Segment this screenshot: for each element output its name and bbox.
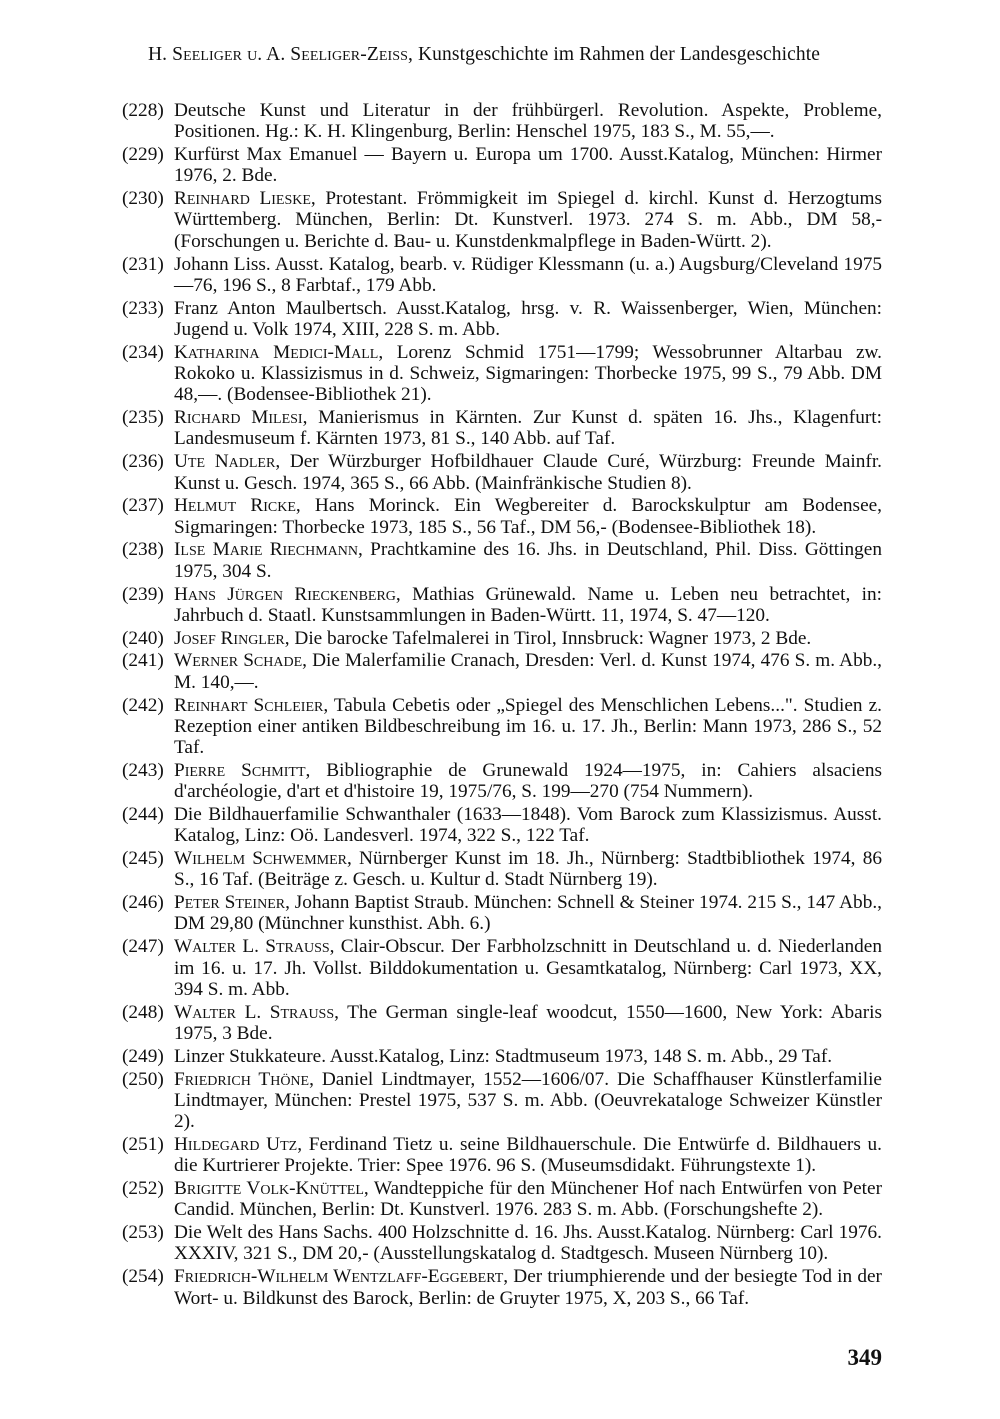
entry-body: , Protestant. Frömmigkeit im Spiegel d. kirchl. Kunst d. Herzogtums Württemberg. München, Berlin: Dt. Kunstverl. 1973. 274 S. m. Abb., DM 58,- (Forschungen u. Berichte d. Bau- u. Kunstdenkmalpflege in Baden-Württ. 2). (174, 188, 882, 252)
bibliography-entry (122, 804, 882, 847)
bibliography-entry (122, 1178, 882, 1221)
entry-body: , Lorenz Schmid 1751—1799; Wessobrunner Altarbau zw. Rokoko u. Klassizismus in d. Schweiz, Sigmaringen: Thorbecke 1975, 99 S., 79 Abb. DM 48,—. (Bodensee-Bibliothek 21). (174, 341, 883, 406)
entry-number: (239) (122, 583, 164, 605)
entry-number: (251) (122, 1133, 164, 1155)
entry-text (174, 495, 882, 538)
entry-text (174, 539, 882, 582)
entry-text (174, 254, 882, 297)
bibliography-entry (122, 695, 882, 759)
entry-text (174, 188, 882, 252)
entry-number: (229) (122, 144, 164, 166)
entry-text (174, 1266, 882, 1309)
entry-author: Wilhelm Schwemmer (174, 848, 348, 870)
entry-number: (236) (122, 451, 164, 473)
entry-text (174, 804, 882, 847)
entry-author: Pierre Schmitt (174, 759, 306, 781)
entry-author: Walter L. Strauss (174, 1001, 335, 1023)
bibliography-entry (122, 451, 882, 494)
entry-body: , Ferdinand Tietz u. seine Bildhauerschule. Die Entwürfe d. Bildhauers u. die Kurtrierer Projekte. Trier: Spee 1976. 96 S. (Museumsdidakt. Führungstexte 1). (174, 1133, 882, 1177)
bibliography-entry (122, 628, 882, 649)
entry-number: (235) (122, 407, 164, 429)
entry-body: , Tabula Cebetis oder „Spiegel des Menschlichen Lebens...". Studien z. Rezeption einer antiken Bildbeschreibung im 16. u. 17. Jh., Berlin: Mann 1973, 286 S., 52 Taf. (174, 694, 882, 759)
entry-author: Reinhard Lieske (174, 188, 311, 210)
entry-author: Hans Jürgen Rieckenberg (174, 583, 396, 605)
bibliography-entry (122, 760, 882, 803)
bibliography-entry (122, 539, 882, 582)
entry-body: Kurfürst Max Emanuel — Bayern u. Europa um 1700. Ausst.Katalog, München: Hirmer 1976, 2. Bde. (174, 144, 882, 187)
bibliography-entry (122, 650, 882, 693)
bibliography-entry (122, 1069, 882, 1133)
entry-body: , Clair-Obscur. Der Farbholzschnitt in Deutschland u. d. Niederlanden im 16. u. 17. Jh. Vollst. Bilddokumentation u. Gesamtkatalog, Nürnberg: Carl 1973, XX, 394 S. m. Abb. (174, 936, 883, 1000)
entry-number: (237) (122, 495, 164, 517)
entry-text (174, 342, 882, 406)
entry-text (174, 650, 882, 693)
entry-author: Werner Schade (174, 650, 303, 672)
entry-author: Walter L. Strauss (174, 936, 330, 958)
entry-text (174, 1134, 882, 1177)
entry-number: (231) (122, 253, 164, 275)
bibliography-entry (122, 1002, 882, 1045)
bibliography-entry (122, 584, 882, 627)
entry-number: (254) (122, 1266, 164, 1288)
entry-body: Linzer Stukkateure. Ausst.Katalog, Linz: Stadtmuseum 1973, 148 S. m. Abb., 29 Taf. (174, 1045, 833, 1067)
entry-number: (242) (122, 694, 164, 716)
bibliography-entry (122, 1266, 882, 1309)
entry-body: , Der triumphierende und der besiegte Tod in der Wort- u. Bildkunst des Barock, Berlin: de Gruyter 1975, X, 203 S., 66 Taf. (174, 1266, 882, 1309)
entry-text (174, 628, 882, 649)
entry-text (174, 1222, 882, 1265)
bibliography-entry (122, 1222, 882, 1265)
entry-body: , Wandteppiche für den Münchener Hof nach Entwürfen von Peter Candid. München, Berlin: Dt. Kunstverl. 1976. 283 S. m. Abb. (Forschungshefte 2). (174, 1178, 882, 1221)
entry-author: Reinhart Schleier (174, 694, 324, 716)
entry-number: (244) (122, 804, 164, 825)
entry-text (174, 760, 882, 803)
entry-body: , Bibliographie de Grunewald 1924—1975, in: Cahiers alsaciens d'archéologie, d'art et d'histoire 19, 1975/76, S. 199—270 (754 Nummern). (174, 759, 882, 803)
entry-number: (241) (122, 650, 164, 672)
entry-body: , Die barocke Tafelmalerei in Tirol, Innsbruck: Wagner 1973, 2 Bde. (284, 627, 812, 649)
bibliography-entry (122, 848, 882, 891)
bibliography-entry (122, 892, 882, 935)
entry-author: Richard Milesi (174, 407, 303, 429)
header-separator: , (408, 44, 418, 65)
entry-number: (247) (122, 936, 164, 958)
entry-author: Friedrich Thöne (174, 1068, 310, 1090)
running-header (148, 44, 868, 66)
entry-number: (252) (122, 1178, 164, 1200)
entry-number: (228) (122, 100, 164, 121)
page-number: 349 (847, 1345, 882, 1370)
entry-body: Deutsche Kunst und Literatur in der frühbürgerl. Revolution. Aspekte, Probleme, Positionen. Hg.: K. H. Klingenburg, Berlin: Henschel 1975, 183 S., M. 55,—. (174, 100, 882, 143)
header-title: Kunstgeschichte im Rahmen der Landesgeschichte (418, 44, 821, 65)
entry-body: , Hans Morinck. Ein Wegbereiter d. Barockskulptur am Bodensee, Sigmaringen: Thorbecke 1973, 185 S., 56 Taf., DM 56,- (Bodensee-Bibliothek 18). (174, 495, 883, 538)
entry-number: (230) (122, 188, 164, 210)
entry-text (174, 936, 882, 1000)
entry-body: , Johann Baptist Straub. München: Schnell & Steiner 1974. 215 S., 147 Abb., DM 29,80 (Münchner kunsthist. Abh. 6.) (174, 892, 882, 935)
entry-author: Friedrich-Wilhelm Wentzlaff-Eggebert (174, 1266, 504, 1288)
entry-text (174, 407, 882, 450)
entry-author: Ilse Marie Riechmann (174, 539, 358, 561)
entry-body: , Manierismus in Kärnten. Zur Kunst d. späten 16. Jhs., Klagenfurt: Landesmuseum f. Kärnten 1973, 81 S., 140 Abb. auf Taf. (174, 407, 882, 450)
entry-author: Peter Steiner (174, 892, 286, 914)
bibliography-entry (122, 1134, 882, 1177)
entry-text (174, 144, 882, 187)
entry-number: (234) (122, 341, 164, 363)
entry-author: Josef Ringler (174, 627, 285, 649)
entry-body: , Prachtkamine des 16. Jhs. in Deutschland, Phil. Diss. Göttingen 1975, 304 S. (174, 539, 882, 582)
entry-author: Ute Nadler (174, 451, 276, 473)
entry-body: , Daniel Lindtmayer, 1552—1606/07. Die Schaffhauser Künstlerfamilie Lindtmayer, München: Prestel 1975, 537 S. m. Abb. (Oeuvrekataloge Schweizer Künstler 2). (174, 1068, 882, 1133)
entry-author: Brigitte Volk-Knüttel (174, 1178, 364, 1200)
entry-text (174, 584, 882, 627)
entry-author: Helmut Ricke (174, 495, 296, 517)
entry-author: Hildegard Utz (174, 1133, 298, 1155)
bibliography-entry (122, 342, 882, 406)
entry-number: (248) (122, 1001, 164, 1023)
entry-text (174, 1002, 882, 1045)
entry-number: (243) (122, 759, 164, 781)
entry-body: Franz Anton Maulbertsch. Ausst.Katalog, hrsg. v. R. Waissenberger, Wien, München: Jugend u. Volk 1974, XIII, 228 S. m. Abb. (174, 297, 882, 340)
entry-text (174, 848, 882, 891)
entry-body: , The German single-leaf woodcut, 1550—1600, New York: Abaris 1975, 3 Bde. (174, 1001, 882, 1044)
entry-number: (246) (122, 892, 164, 914)
entry-text (174, 695, 882, 759)
bibliography-entry (122, 100, 882, 143)
bibliography-entry (122, 298, 882, 341)
entry-text (174, 100, 882, 143)
bibliography-entry (122, 495, 882, 538)
entry-number: (250) (122, 1068, 164, 1090)
header-authors: H. Seeliger u. A. Seeliger-Zeiss (148, 44, 409, 65)
entry-number: (253) (122, 1222, 164, 1244)
bibliography-entry (122, 188, 882, 252)
entry-text (174, 451, 882, 494)
entry-body: Johann Liss. Ausst. Katalog, bearb. v. Rüdiger Klessmann (u. a.) Augsburg/Cleveland 1975—76, 196 S., 8 Farbtaf., 179 Abb. (174, 253, 882, 296)
bibliography-entry (122, 254, 882, 297)
entry-body: , Mathias Grünewald. Name u. Leben neu betrachtet, in: Jahrbuch d. Staatl. Kunstsammlungen in Baden-Württ. 11, 1974, S. 47—120. (174, 583, 882, 626)
entry-number: (240) (122, 627, 164, 649)
bibliography-entry (122, 936, 882, 1000)
entry-body: , Nürnberger Kunst im 18. Jh., Nürnberg: Stadtbibliothek 1974, 86 S., 16 Taf. (Beiträge z. Gesch. u. Kultur d. Stadt Nürnberg 19). (174, 848, 882, 891)
bibliography-entry (122, 144, 882, 187)
entry-number: (238) (122, 539, 164, 561)
entry-number: (233) (122, 297, 164, 319)
entry-body: , Die Malerfamilie Cranach, Dresden: Verl. d. Kunst 1974, 476 S. m. Abb., M. 140,—. (174, 650, 883, 693)
entry-body: Die Welt des Hans Sachs. 400 Holzschnitte d. 16. Jhs. Ausst.Katalog. Nürnberg: Carl 1976. XXXIV, 321 S., DM 20,- (Ausstellungskatalog d. Stadtgesch. Museen Nürnberg 10). (174, 1222, 882, 1265)
entry-text (174, 892, 882, 935)
entry-text (174, 298, 882, 341)
entry-text (174, 1046, 882, 1067)
bibliography-entry (122, 1046, 882, 1067)
entry-text (174, 1178, 882, 1221)
entry-body: , Der Würzburger Hofbildhauer Claude Curé, Würzburg: Freunde Mainfr. Kunst u. Gesch. 1974, 365 S., 66 Abb. (Mainfränkische Studien 8). (174, 451, 882, 494)
entry-number: (249) (122, 1045, 164, 1067)
bibliography-list (122, 100, 882, 1310)
entry-text (174, 1069, 882, 1133)
entry-author: Katharina Medici-Mall (174, 341, 379, 363)
entry-number: (245) (122, 848, 164, 870)
bibliography-entry (122, 407, 882, 450)
entry-body: Die Bildhauerfamilie Schwanthaler (1633—1848). Vom Barock zum Klassizismus. Ausst. Katalog, Linz: Oö. Landesverl. 1974, 322 S., 122 Taf. (174, 804, 882, 847)
